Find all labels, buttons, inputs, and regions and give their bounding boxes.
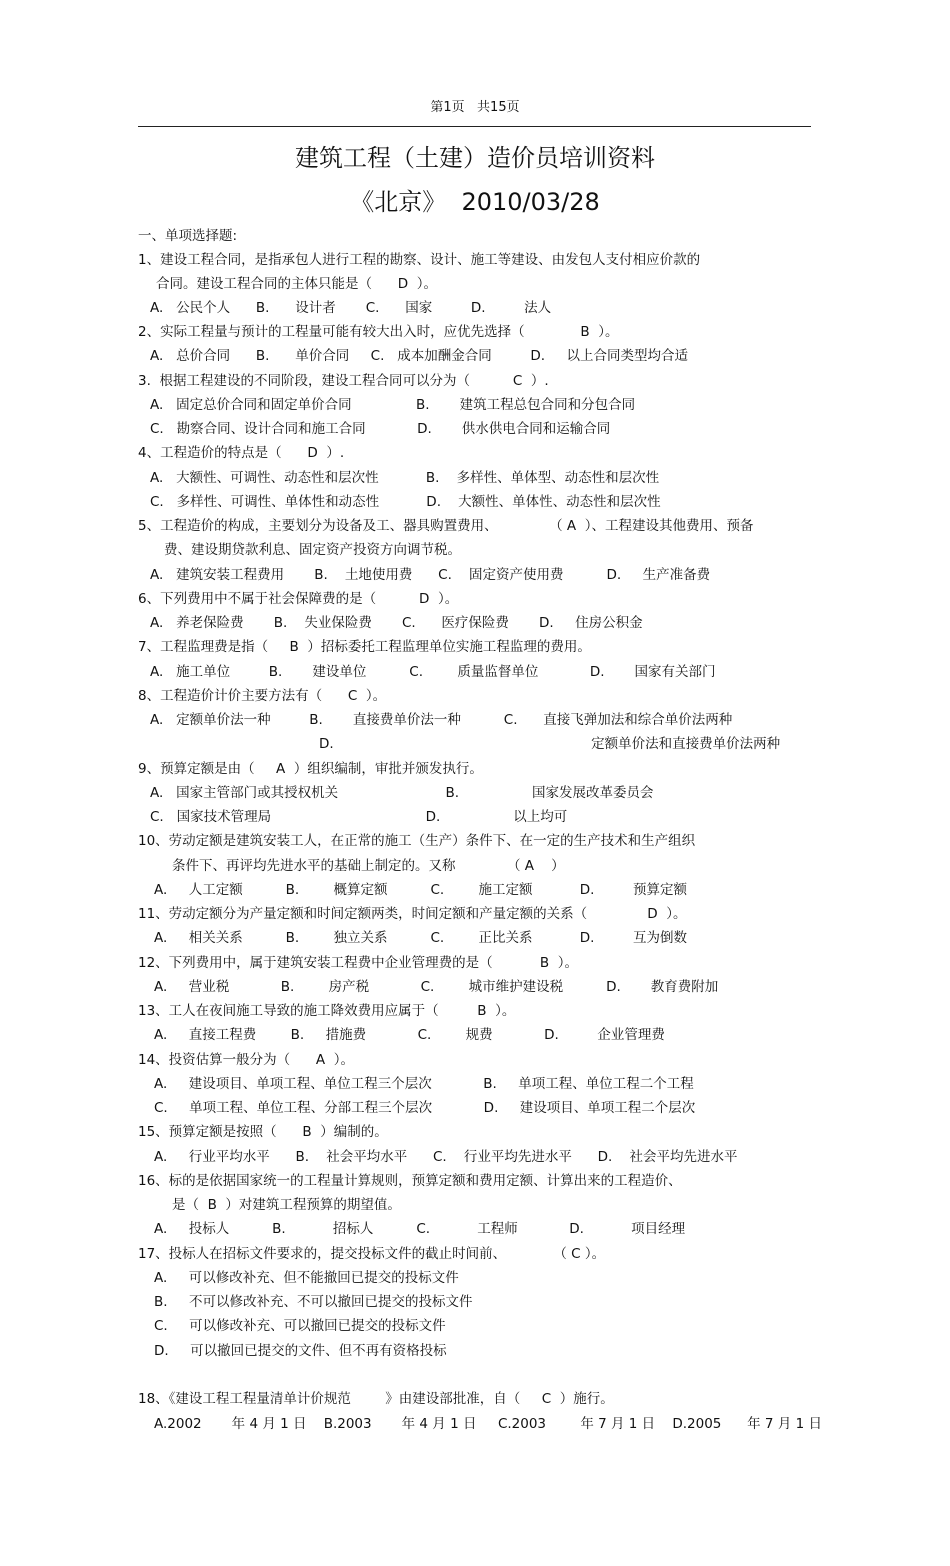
option-line: C. 多样性、可调性、单体性和动态性 D. 大额性、单体性、动态性和层次性: [150, 494, 661, 510]
question-line: 8、工程造价计价主要方法有（ C ）。: [138, 688, 387, 704]
option-line: A. 施工单位 B. 建设单位 C. 质量监督单位 D. 国家有关部门: [150, 664, 716, 680]
question-line: 5、工程造价的构成，主要划分为设备及工、器具购置费用、 （ A ）、工程建设其他费用、预备: [138, 518, 754, 534]
question-line: 10、劳动定额是建筑安装工人，在正常的施工（生产）条件下、在一定的生产技术和生产组织: [138, 833, 696, 849]
question-line: 11、劳动定额分为产量定额和时间定额两类，时间定额和产量定额的关系（ D ）。: [138, 906, 687, 922]
question-line: 18、《建设工程工程量清单计价规范 》由建设部批准，自（ C ）施行。: [138, 1391, 614, 1407]
question-line: 1、建设工程合同，是指承包人进行工程的勘察、设计、施工等建设、由发包人支付相应价款的: [138, 252, 701, 268]
question-line: 条件下、再评均先进水平的基础上制定的。又称 （ A ）: [172, 858, 565, 874]
option-line: A. 建筑安装工程费用 B. 土地使用费 C. 固定资产使用费 D. 生产准备费: [150, 567, 711, 583]
question-line: 是（ B ）对建筑工程预算的期望值。: [172, 1197, 401, 1213]
option-line: A. 投标人 B. 招标人 C. 工程师 D. 项目经理: [154, 1221, 686, 1237]
question-line: 4、工程造价的特点是（ D ）.: [138, 445, 345, 461]
option-line: A. 直接工程费 B. 措施费 C. 规费 D. 企业管理费: [154, 1027, 665, 1043]
option-line: A.2002 年 4 月 1 日 B.2003 年 4 月 1 日 C.2003 年 7 月 1 日 D.2005 年 7 月 1 日: [154, 1416, 822, 1432]
option-line: C. 勘察合同、设计合同和施工合同 D. 供水供电合同和运输合同: [150, 421, 611, 437]
option-line: A. 公民个人 B. 设计者 C. 国家 D. 法人: [150, 300, 552, 316]
option-line: A. 固定总价合同和固定单价合同 B. 建筑工程总包合同和分包合同: [150, 397, 636, 413]
option-line: A. 人工定额 B. 概算定额 C. 施工定额 D. 预算定额: [154, 882, 688, 898]
question-line: 12、下列费用中，属于建筑安装工程费中企业管理费的是（ B ）。: [138, 955, 578, 971]
question-line: 费、建设期贷款利息、固定资产投资方向调节税。: [164, 542, 461, 558]
option-line: A. 建设项目、单项工程、单位工程三个层次 B. 单项工程、单位工程二个工程: [154, 1076, 694, 1092]
option-line: A. 营业税 B. 房产税 C. 城市维护建设税 D. 教育费附加: [154, 979, 719, 995]
option-line: A. 国家主管部门或其授权机关 B. 国家发展改革委员会: [150, 785, 654, 801]
option-line: A. 可以修改补充、但不能撤回已提交的投标文件: [154, 1270, 459, 1286]
header-divider: [138, 126, 811, 127]
question-line: 9、预算定额是由（ A ）组织编制，审批并颁发执行。: [138, 761, 483, 777]
option-line: B. 不可以修改补充、不可以撤回已提交的投标文件: [154, 1294, 473, 1310]
question-line: 合同。建设工程合同的主体只能是（ D ）。: [156, 276, 437, 292]
document-title: 建筑工程（土建）造价员培训资料: [295, 144, 655, 172]
option-line: A. 定额单价法一种 B. 直接费单价法一种 C. 直接飞弹加法和综合单价法两种: [150, 712, 733, 728]
question-line: 14、投资估算一般分为（ A ）。: [138, 1052, 354, 1068]
option-line: A. 大额性、可调性、动态性和层次性 B. 多样性、单体型、动态性和层次性: [150, 470, 660, 486]
question-line: 6、下列费用中不属于社会保障费的是（ D ）。: [138, 591, 459, 607]
question-line: 15、预算定额是按照（ B ）编制的。: [138, 1124, 388, 1140]
page-number-header: 第1页 共15页: [430, 100, 520, 115]
question-line: 13、工人在夜间施工导致的施工降效费用应属于（ B ）。: [138, 1003, 516, 1019]
question-line: 2、实际工程量与预计的工程量可能有较大出入时，应优先选择（ B ）。: [138, 324, 619, 340]
question-line: 3. 根据工程建设的不同阶段，建设工程合同可以分为（ C ）.: [138, 373, 549, 389]
option-line: A. 相关关系 B. 独立关系 C. 正比关系 D. 互为倒数: [154, 930, 688, 946]
question-line: 7、工程监理费是指（ B ）招标委托工程监理单位实施工程监理的费用。: [138, 639, 591, 655]
question-line: 17、投标人在招标文件要求的，提交投标文件的截止时间前、 （ C ）。: [138, 1246, 606, 1262]
option-line: D. 可以撤回已提交的文件、但不再有资格投标: [154, 1343, 447, 1359]
option-line: A. 养老保险费 B. 失业保险费 C. 医疗保险费 D. 住房公积金: [150, 615, 643, 631]
section-heading: 一、单项选择题:: [138, 228, 238, 244]
question-line: 16、标的是依据国家统一的工程量计算规则，预算定额和费用定额、计算出来的工程造价、: [138, 1173, 682, 1189]
document-subtitle: 《北京》 2010/03/28: [350, 188, 600, 216]
option-line: C. 单项工程、单位工程、分部工程三个层次 D. 建设项目、单项工程二个层次: [154, 1100, 696, 1116]
option-line: C. 国家技术管理局 D. 以上均可: [150, 809, 568, 825]
option-line: C. 可以修改补充、可以撤回已提交的投标文件: [154, 1318, 446, 1334]
option-line: A. 行业平均水平 B. 社会平均水平 C. 行业平均先进水平 D. 社会平均先进水平: [154, 1149, 738, 1165]
option-line: A. 总价合同 B. 单价合同 C. 成本加酬金合同 D. 以上合同类型均合适: [150, 348, 689, 364]
option-line: D. 定额单价法和直接费单价法两种: [319, 736, 781, 752]
